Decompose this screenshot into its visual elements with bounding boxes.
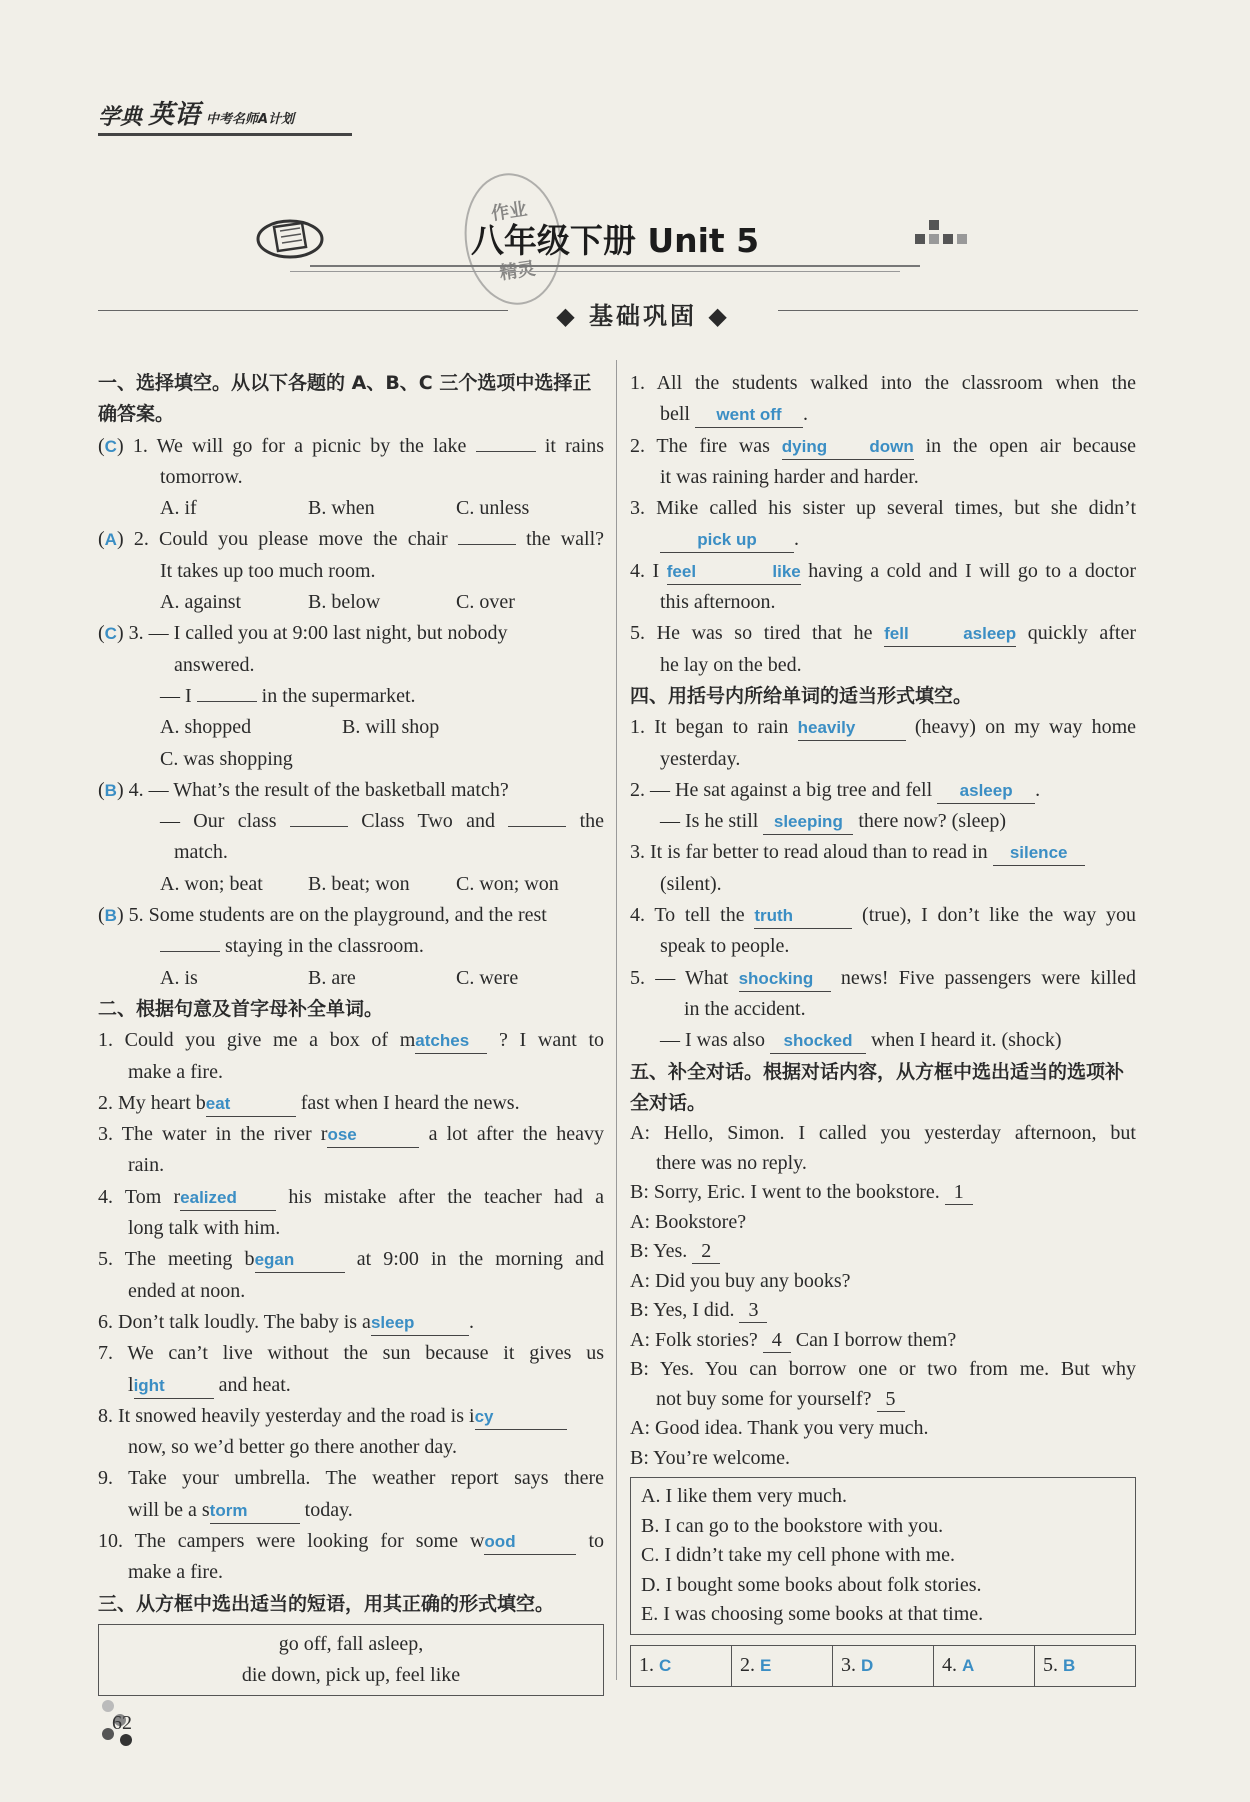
right-column [630, 368, 1136, 1687]
dialog-line: A: Bookstore? [630, 1210, 747, 1233]
brand-english: 英语 [148, 100, 201, 130]
stamp-top-text: 作业 [489, 198, 529, 225]
word-item-3: 3. The water in the river rose a lot after the heavy [98, 1119, 604, 1150]
dialog-line: B: Yes. 2 [630, 1237, 1136, 1267]
mc-question-4: (B) 4. — What’s the result of the basketball match? [98, 778, 509, 801]
s1-title: 一、选择填空。从以下各题的 A、B、C 三个选项中选择正确答案。 [98, 372, 592, 426]
dialog-line: there was no reply. [656, 1151, 807, 1174]
answer-mark: A [104, 530, 117, 550]
phrase-line-1: go off, fall asleep, [278, 1632, 424, 1655]
form-item-3: 3. It is far better to read aloud than to read in silence [630, 837, 1136, 868]
item-continuation: speak to people. [660, 935, 790, 958]
form-item-2: 2. — He sat against a big tree and fell asleep . [630, 775, 1136, 806]
phrase-box [98, 1624, 604, 1697]
dialog-line: not buy some for yourself? 5 [630, 1385, 1136, 1415]
q-continuation: — I in the supermarket. [160, 684, 416, 707]
word-item-4: 4. Tom realized his mistake after the teacher had a [98, 1182, 604, 1213]
s4-title: 四、用括号内所给单词的适当形式填空。 [630, 684, 973, 707]
item-continuation: — Is he still sleeping there now? (sleep) [630, 806, 1136, 837]
phrase-item-5: 5. He was so tired that he fell asleep quickly after [630, 618, 1136, 649]
q-continuation: staying in the classroom. [98, 931, 604, 962]
answer-table [630, 1645, 1136, 1687]
q-continuation: tomorrow. [160, 465, 243, 488]
item-continuation: in the accident. [684, 997, 806, 1020]
mc-question-1: (C) 1. We will go for a picnic by the lake it rains [98, 434, 605, 457]
mc-question-2: (A) 2. Could you please move the chair the wall? [98, 528, 605, 551]
word-item-2: 2. My heart beat fast when I heard the news. [98, 1088, 604, 1119]
item-continuation: bell went off . [630, 399, 1136, 430]
s5-title: 五、补全对话。根据对话内容，从方框中选出适当的选项补全对话。 [630, 1060, 1125, 1114]
word-item-8: 8. It snowed heavily yesterday and the road is icy [98, 1401, 604, 1432]
section-header [98, 296, 1138, 330]
option-d: D. I bought some books about folk stories. [641, 1573, 982, 1596]
left-column [98, 368, 604, 1696]
options-row: A. against B. below C. over [160, 591, 515, 614]
answer-cell-2: 2. E [732, 1646, 833, 1686]
word-item-5: 5. The meeting began at 9:00 in the morning and [98, 1244, 604, 1275]
item-continuation: — I was also shocked when I heard it. (shock) [630, 1025, 1136, 1056]
phrase-item-1: 1. All the students walked into the classroom when the [630, 372, 1136, 394]
phrase-item-2: 2. The fire was dying down in the open air because [630, 431, 1136, 462]
item-continuation: pick up . [630, 524, 1136, 555]
options-row: A. is B. are C. were [160, 966, 519, 989]
page-number: 62 [112, 1712, 132, 1734]
title-divider-thin [290, 271, 900, 272]
title-divider [310, 265, 920, 267]
option-e: E. I was choosing some books at that time. [641, 1603, 984, 1626]
item-continuation: yesterday. [660, 747, 741, 770]
item-continuation: it was raining harder and harder. [660, 465, 919, 488]
word-item-6: 6. Don’t talk loudly. The baby is asleep . [98, 1307, 604, 1338]
options-row: A. won; beat B. beat; won C. won; won [160, 872, 559, 895]
word-item-10: 10. The campers were looking for some wood to [98, 1526, 604, 1557]
brand-slogan: 中考名师A计划 [206, 112, 295, 127]
dialog-line: B: You’re welcome. [630, 1446, 790, 1469]
q-continuation: answered. [174, 653, 255, 676]
q-continuation: — Our class Class Two and the [160, 810, 605, 833]
item-continuation: will be a storm today. [98, 1495, 604, 1526]
option-b: B. I can go to the bookstore with you. [641, 1514, 944, 1537]
option-a: A. I like them very much. [641, 1485, 848, 1508]
item-continuation: (silent). [660, 872, 722, 895]
q-continuation: It takes up too much room. [160, 559, 376, 582]
item-continuation: this afternoon. [660, 591, 776, 614]
mc-question-3: (C) 3. — I called you at 9:00 last night, but nobody [98, 622, 508, 645]
word-item-7: 7. We can’t live without the sun because it gives us [98, 1342, 604, 1365]
answer-mark: C [104, 436, 117, 456]
dialog-line: A: Folk stories? 4 Can I borrow them? [630, 1328, 957, 1351]
stamp-bottom-text: 精灵 [498, 258, 537, 285]
answer-cell-5: 5. B [1043, 1653, 1076, 1676]
section-title: ◆ 基础巩固 ◆ [556, 302, 730, 330]
item-continuation: he lay on the bed. [660, 653, 802, 676]
options-row: A. shopped B. will shop [160, 716, 440, 739]
answer-mark: B [104, 906, 117, 926]
answer-mark: C [104, 624, 117, 644]
s3-title: 三、从方框中选出适当的短语，用其正确的形式填空。 [98, 1592, 555, 1615]
q-continuation: match. [174, 841, 228, 864]
item-continuation: make a fire. [128, 1561, 223, 1584]
brand-header [98, 100, 352, 136]
item-continuation: light and heat. [98, 1370, 604, 1401]
phrase-line-2: die down, pick up, feel like [241, 1664, 461, 1687]
dialog-line: B: Yes, I did. 3 [630, 1296, 1136, 1326]
phrase-item-3: 3. Mike called his sister up several times, but she didn’t [630, 497, 1136, 520]
unit-title-banner [250, 195, 980, 285]
item-continuation: now, so we’d better go there another day. [128, 1436, 457, 1459]
s2-title: 二、根据句意及首字母补全单词。 [98, 997, 384, 1020]
brand-xuedian: 学典 [98, 105, 143, 130]
form-item-1: 1. It began to rain heavily (heavy) on my way home [630, 712, 1136, 743]
dialog-line: A: Hello, Simon. I called you yesterday afternoon, but [630, 1122, 1136, 1145]
word-item-1: 1. Could you give me a box of matches ? I want to [98, 1025, 604, 1056]
phrase-item-4: 4. I feel like having a cold and I will go to a doctor [630, 556, 1136, 587]
answer-cell-4: 4. A [934, 1646, 1035, 1686]
dialog-line: B: Sorry, Eric. I went to the bookstore. 1 [630, 1178, 1136, 1208]
options-row: A. if B. when C. unless [160, 497, 530, 520]
dialog-line: A: Did you buy any books? [630, 1269, 851, 1292]
option-c: C. I didn’t take my cell phone with me. [641, 1544, 956, 1567]
page-title: 八年级下册 Unit 5 [470, 221, 760, 260]
dialog-line: B: Yes. You can borrow one or two from me. But why [630, 1358, 1136, 1381]
option-c: C. was shopping [160, 747, 293, 770]
form-item-5: 5. — What shocking news! Five passengers were killed [630, 963, 1136, 994]
item-continuation: ended at noon. [128, 1279, 246, 1302]
word-item-9: 9. Take your umbrella. The weather report says there [98, 1467, 604, 1490]
decorative-squares [915, 220, 975, 250]
answer-cell-1: 1. C [631, 1646, 732, 1686]
answer-cell-3: 3. D [833, 1646, 934, 1686]
mc-question-5: (B) 5. Some students are on the playground, and the rest [98, 904, 547, 927]
form-item-4: 4. To tell the truth (true), I don’t like the way you [630, 900, 1136, 931]
item-continuation: long talk with him. [128, 1217, 281, 1240]
item-continuation: rain. [128, 1154, 165, 1177]
dialog-line: A: Good idea. Thank you very much. [630, 1417, 929, 1440]
options-box [630, 1477, 1136, 1635]
item-continuation: make a fire. [128, 1060, 223, 1083]
answer-mark: B [104, 780, 117, 800]
